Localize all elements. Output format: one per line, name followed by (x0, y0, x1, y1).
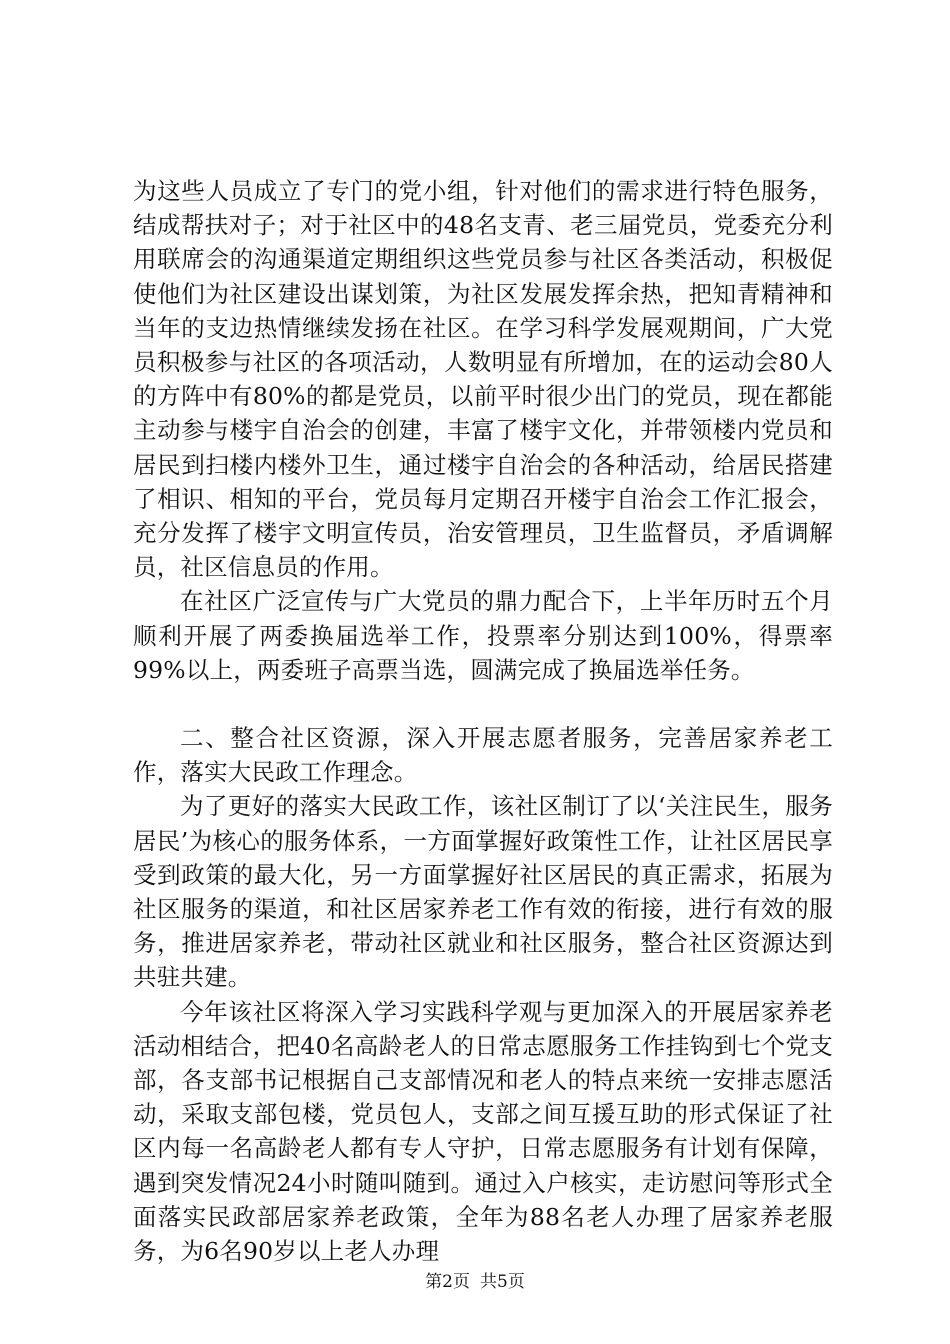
paragraph-elderly-care: 今年该社区将深入学习实践科学观与更加深入的开展居家养老活动相结合，把40名高龄老人的日常志愿服务工作挂钩到七个党支部，各支部书记根据自己支部情况和老人的特点来统一安排志愿活动，采取支部包楼，党员包人，支部之间互援互助的形式保证了社区内每一名高龄老人都有专人守护，日常志愿服务有计划有保障，遇到突发情况24小时随叫随到。通过入户核实，走访慰问等形式全面落实民政部居家养老政策，全年为88名老人办理了居家养老服务，为6名90岁以上老人办理 (133, 997, 833, 1266)
page-footer (0, 1272, 950, 1292)
section-heading-two: 二、整合社区资源，深入开展志愿者服务，完善居家养老工作，落实大民政工作理念。 (133, 724, 833, 787)
paragraph-election: 在社区广泛宣传与广大党员的鼎力配合下，上半年历时五个月顺利开展了两委换届选举工作，投票率分别达到100%，得票率99%以上，两委班子高票当选，圆满完成了换届选举任务。 (133, 587, 833, 684)
paragraph-gap (133, 687, 833, 721)
document-body (133, 174, 833, 1268)
page-number: 第2页 (425, 1272, 470, 1292)
paragraph-civil-affairs: 为了更好的落实大民政工作，该社区制订了以‘关注民生，服务居民’为核心的服务体系，一方面掌握好政策性工作，让社区居民享受到政策的最大化，另一方面掌握好社区居民的真正需求，拓展为社区服务的渠道，和社区居家养老工作有效的衔接，进行有效的服务，推进居家养老，带动社区就业和社区服务，整合社区资源达到共驻共建。 (133, 792, 833, 992)
page-total: 共5页 (480, 1272, 525, 1292)
paragraph-party-members: 为这些人员成立了专门的党小组，针对他们的需求进行特色服务，结成帮扶对子；对于社区中的48名支青、老三届党员，党委充分利用联席会的沟通渠道定期组织这些党员参与社区各类活动，积极促使他们为社区建设出谋划策，为社区发展发挥余热，把知青精神和当年的支边热情继续发扬在社区。在学习科学发展观期间，广大党员积极参与社区的各项活动，人数明显有所增加，在的运动会80人的方阵中有80%的都是党员，以前平时很少出门的党员，现在都能主动参与楼宇自治会的创建，丰富了楼宇文化，并带领楼内党员和居民到扫楼内楼外卫生，通过楼宇自治会的各种活动，给居民搭建了相识、相知的平台，党员每月定期召开楼宇自治会工作汇报会，充分发挥了楼宇文明宣传员，治安管理员，卫生监督员，矛盾调解员，社区信息员的作用。 (133, 177, 833, 582)
